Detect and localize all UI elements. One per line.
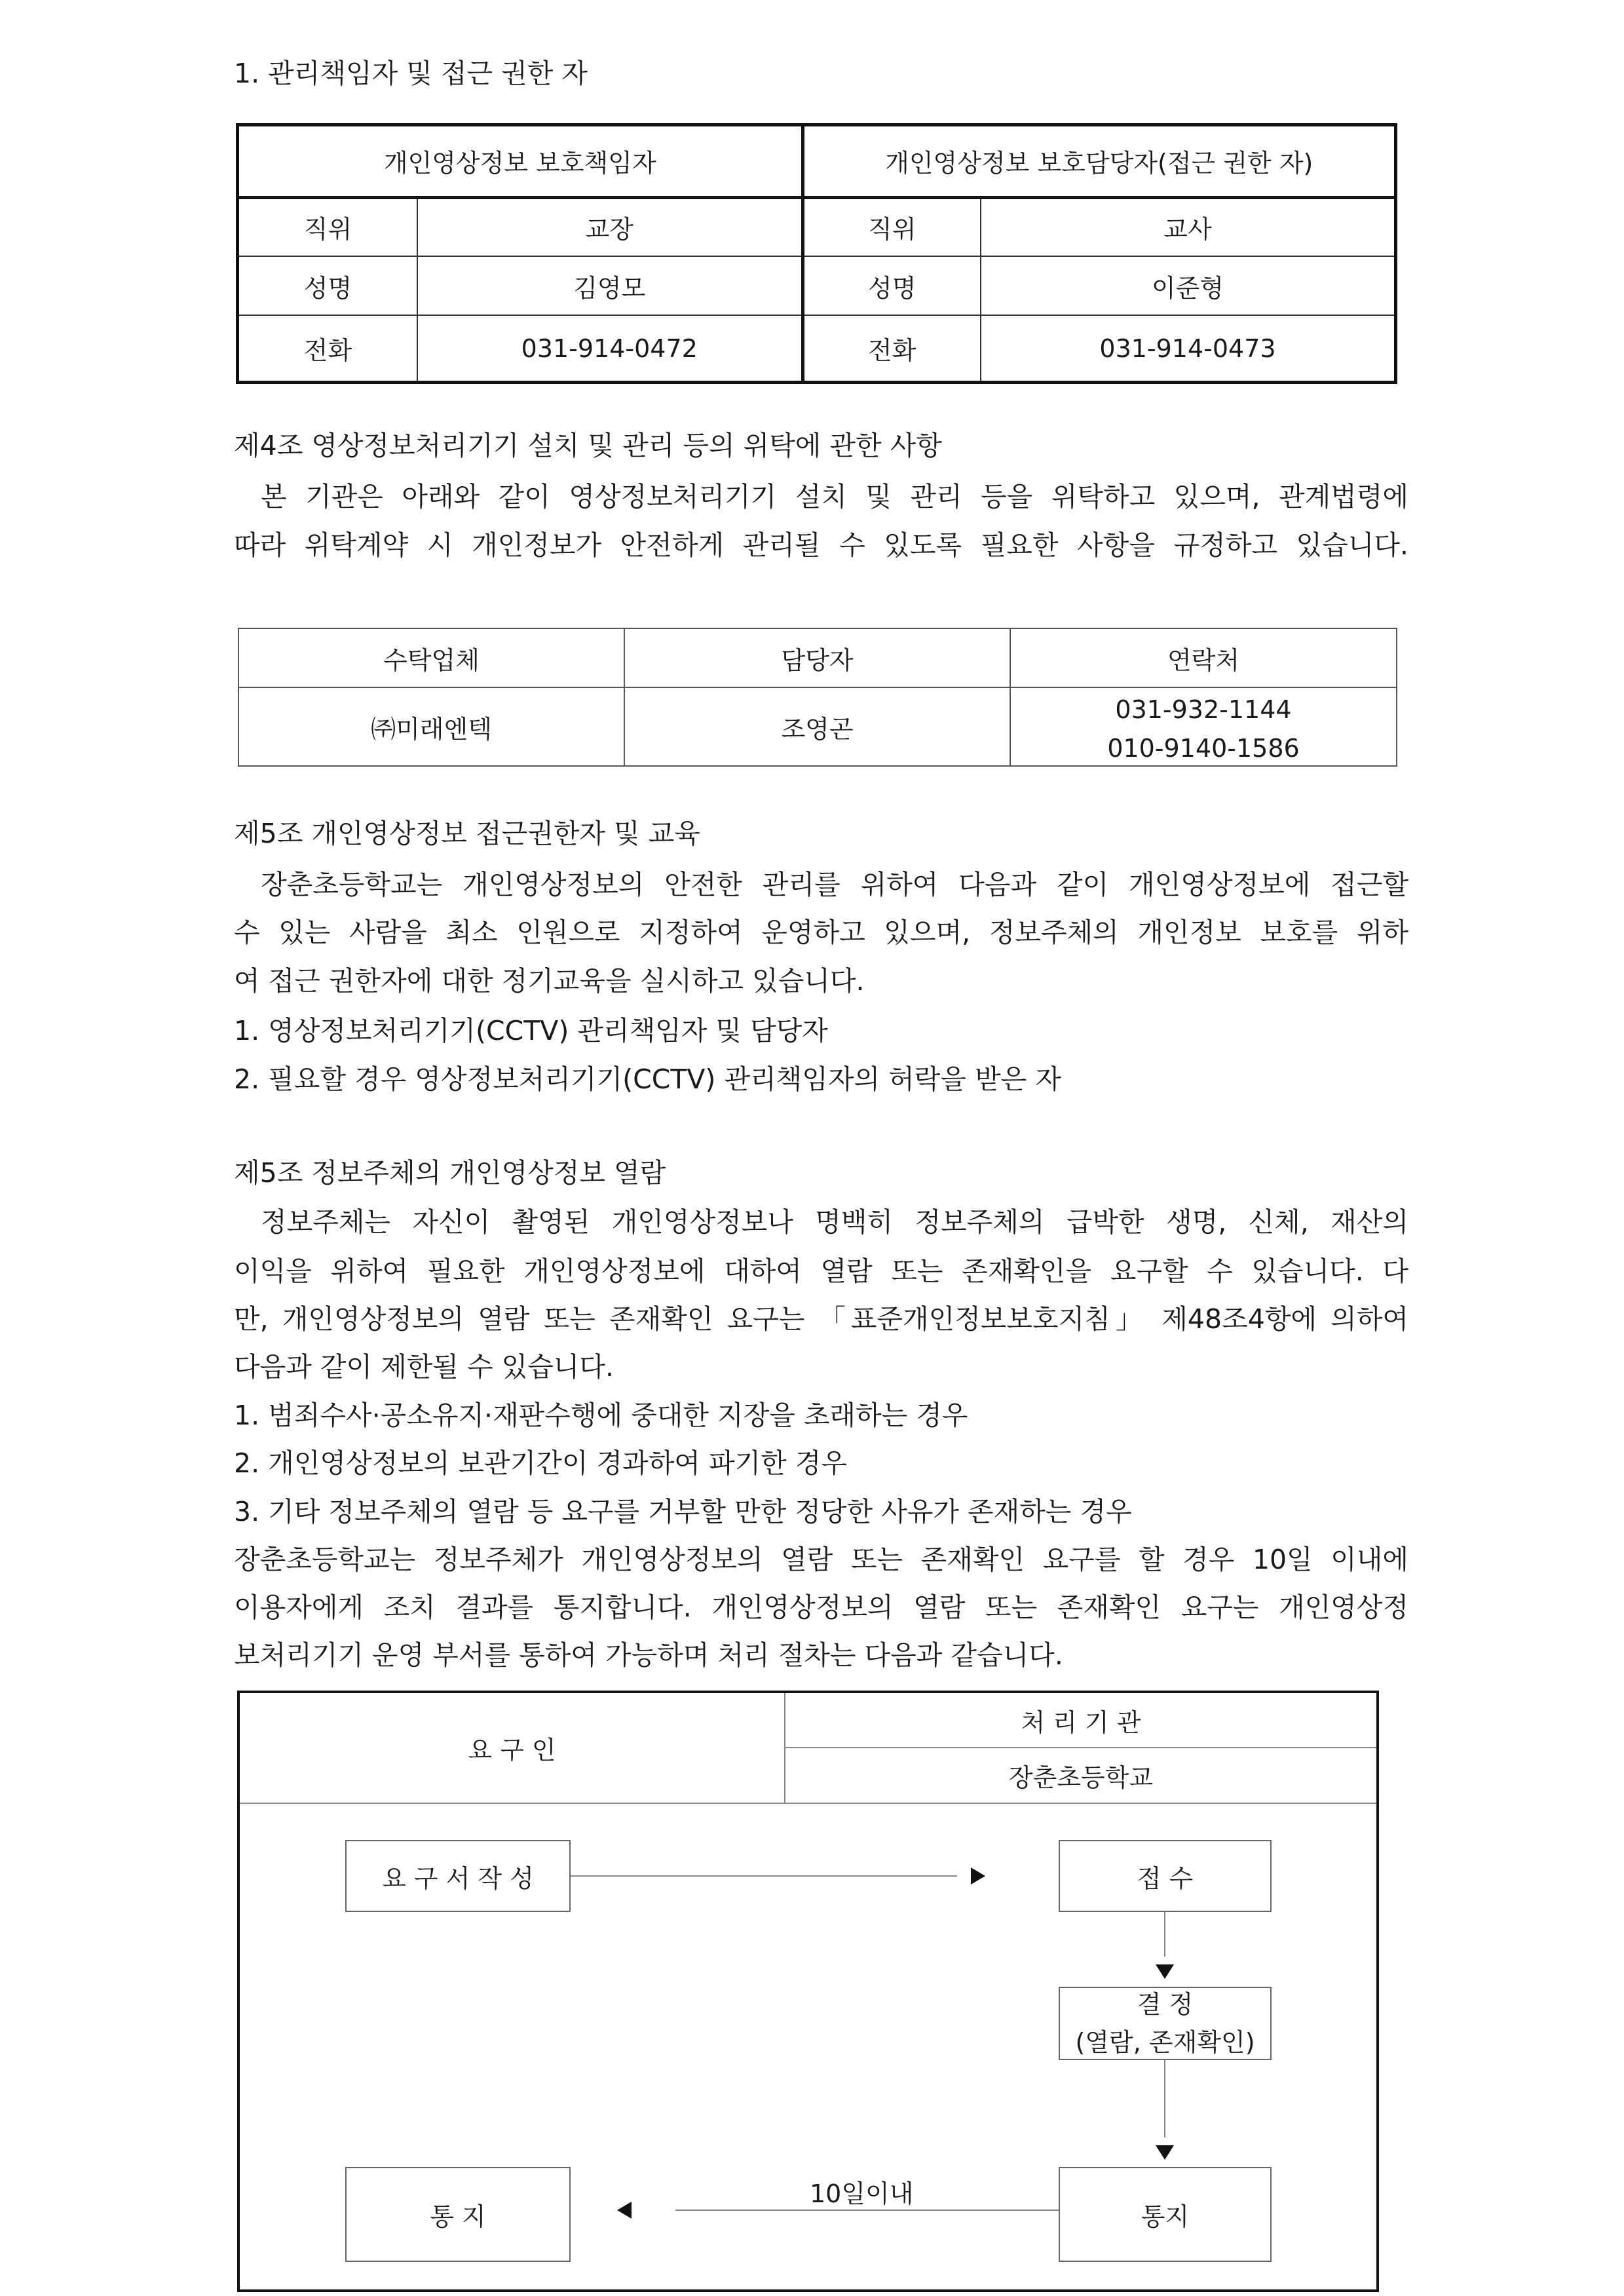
article-title: 제5조 정보주체의 개인영상정보 열람 (234, 1157, 666, 1189)
officer-header-left: 개인영상정보 보호책임자 (239, 126, 803, 197)
officer-label: 성명 (239, 256, 417, 315)
notify-right-box: 통지 (1059, 2167, 1272, 2262)
contractor-manager: 조영곤 (624, 687, 1010, 766)
article-text: 이용자에게 조치 결과를 통지합니다. 개인영상정보의 열람 또는 존재확인 요구는 개인영상정 (234, 1592, 1408, 1623)
requester-header: 요 구 인 (468, 1736, 556, 1765)
article-text: 수 있는 사람을 최소 인원으로 지정하여 운영하고 있으며, 정보주체의 개인정보 보호를 위하 (234, 917, 1408, 948)
notify-left-box: 통 지 (345, 2167, 571, 2262)
officer-value: 교장 (417, 197, 803, 256)
list-item: 3. 기타 정보주체의 열람 등 요구를 거부할 만한 정당한 사유가 존재하는 경우 (234, 1496, 1132, 1527)
officer-label: 직위 (239, 197, 417, 256)
arrow-line (571, 1875, 957, 1877)
officer-table (236, 123, 1397, 384)
article-text: 장춘초등학교는 정보주체가 개인영상정보의 열람 또는 존재확인 요구를 할 경우 10일 이내에 (234, 1544, 1408, 1575)
contractor-phone: 031-932-1144 (1115, 695, 1292, 724)
contractor-header: 연락처 (1010, 628, 1397, 687)
header-divider (240, 1803, 1376, 1804)
officer-value: 031-914-0473 (981, 315, 1394, 381)
processor-name: 장춘초등학교 (1008, 1763, 1154, 1792)
write-request-box: 요 구 서 작 성 (345, 1840, 571, 1912)
officer-label: 성명 (803, 256, 981, 315)
list-item: 2. 개인영상정보의 보관기간이 경과하여 파기한 경우 (234, 1447, 848, 1479)
arrow-right-icon (971, 1867, 985, 1885)
contractor-header: 수탁업체 (238, 628, 624, 687)
officer-label: 직위 (803, 197, 981, 256)
article-title: 제5조 개인영상정보 접근권한자 및 교육 (234, 818, 700, 849)
article-text: 이익을 위하여 필요한 개인영상정보에 대하여 열람 또는 존재확인을 요구할 수 있습니다. 다 (234, 1255, 1408, 1287)
article-text: 장춘초등학교는 개인영상정보의 안전한 관리를 위하여 다음과 같이 개인영상정보에 접근할 (261, 869, 1408, 900)
officer-value: 김영모 (417, 256, 803, 315)
procedure-flowchart (237, 1691, 1379, 2292)
decision-sub-label: (열람, 존재확인) (1075, 2028, 1255, 2057)
article-title: 제4조 영상정보처리기기 설치 및 관리 등의 위탁에 관한 사항 (234, 430, 942, 461)
contractor-phone: 010-9140-1586 (1107, 734, 1300, 763)
article-text: 여 접근 권한자에 대한 정기교육을 실시하고 있습니다. (234, 965, 865, 997)
processor-header: 처 리 기 관 (1021, 1708, 1141, 1737)
arrow-line (1164, 2060, 1165, 2137)
decision-box (1059, 1987, 1272, 2060)
contractor-company: ㈜미래엔텍 (238, 687, 624, 766)
article-text: 따라 위탁계약 시 개인정보가 안전하게 관리될 수 있도록 필요한 사항을 규정하고 있습니다. (234, 529, 1408, 561)
arrow-line (1164, 1912, 1165, 1957)
decision-label: 결 정 (1137, 1990, 1194, 2019)
article-text: 보처리기기 운영 부서를 통하여 가능하며 처리 절차는 다음과 같습니다. (234, 1639, 1063, 1671)
officer-label: 전화 (239, 315, 417, 381)
officer-header-right: 개인영상정보 보호담당자(접근 권한 자) (803, 126, 1394, 197)
officer-value: 교사 (981, 197, 1394, 256)
officer-value: 031-914-0472 (417, 315, 803, 381)
contractor-header: 담당자 (624, 628, 1010, 687)
contractor-phones (1010, 687, 1397, 766)
section-heading: 1. 관리책임자 및 접근 권한 자 (234, 58, 588, 89)
list-item: 1. 범죄수사·공소유지·재판수행에 중대한 지장을 초래하는 경우 (234, 1400, 968, 1431)
article-text: 본 기관은 아래와 같이 영상정보처리기기 설치 및 관리 등을 위탁하고 있으며, 관계법령에 (261, 481, 1408, 512)
list-item: 1. 영상정보처리기기(CCTV) 관리책임자 및 담당자 (234, 1015, 828, 1046)
officer-label: 전화 (803, 315, 981, 381)
officer-value: 이준형 (981, 256, 1394, 315)
arrow-line (675, 2210, 1059, 2211)
arrow-down-icon (1156, 1964, 1174, 1979)
arrow-left-icon (617, 2202, 632, 2219)
deadline-label: 10일이내 (810, 2179, 914, 2208)
contractor-table (238, 628, 1397, 767)
list-item: 2. 필요할 경우 영상정보처리기기(CCTV) 관리책임자의 허락을 받은 자 (234, 1063, 1061, 1095)
article-text: 만, 개인영상정보의 열람 또는 존재확인 요구는 「표준개인정보보호지침」 제48조4항에 의하여 (234, 1303, 1408, 1335)
article-text: 다음과 같이 제한될 수 있습니다. (234, 1351, 614, 1383)
article-text: 정보주체는 자신이 촬영된 개인영상정보나 명백히 정보주체의 급박한 생명, 신체, 재산의 (261, 1206, 1408, 1238)
receive-box: 접 수 (1059, 1840, 1272, 1912)
arrow-down-icon (1156, 2145, 1174, 2160)
